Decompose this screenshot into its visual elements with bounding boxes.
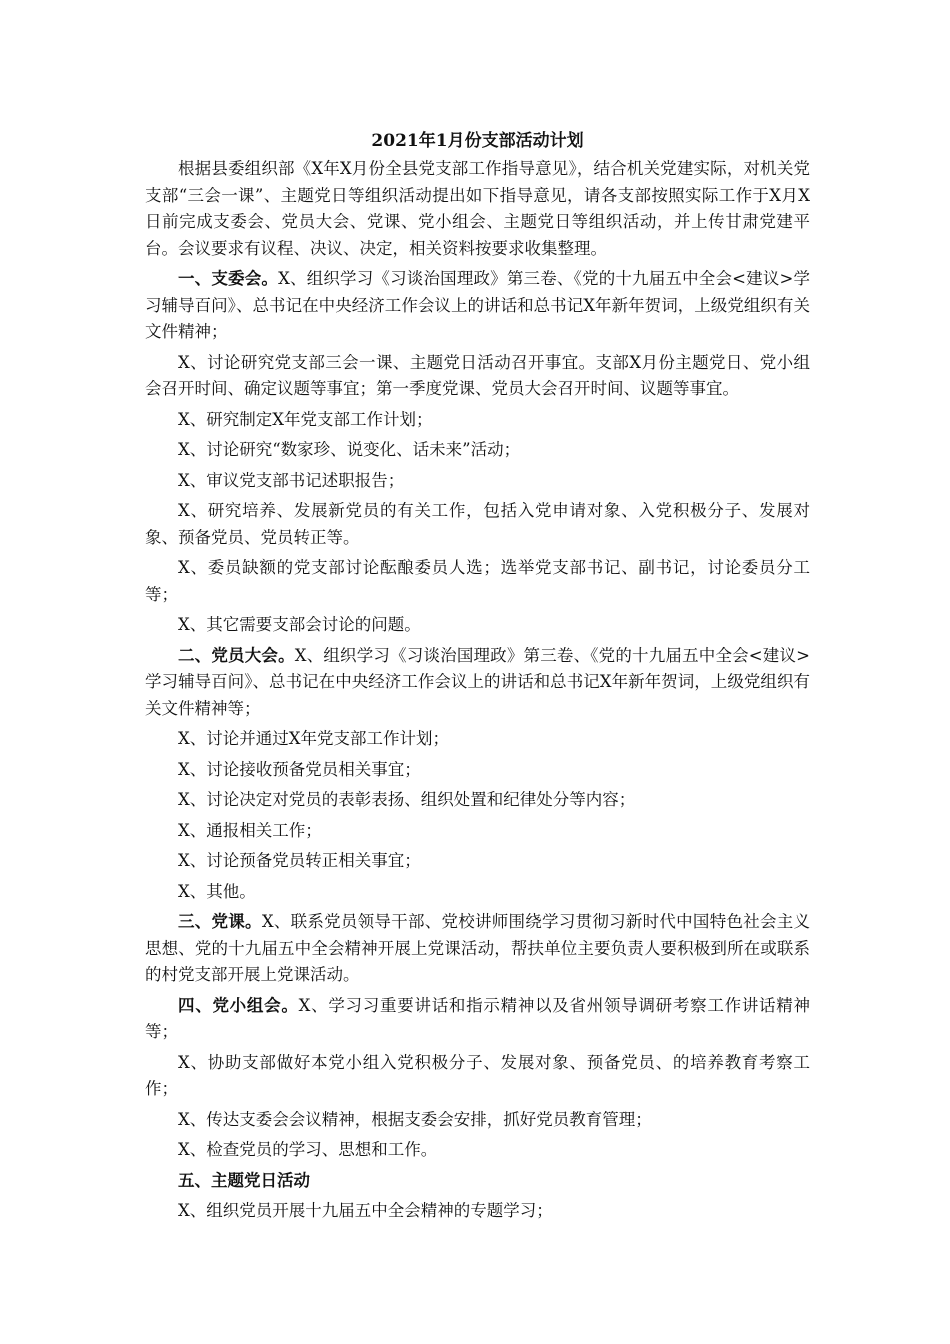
section-1-item: X、研究制定X年党支部工作计划；	[178, 409, 433, 429]
section-4-lead-paragraph	[145, 993, 810, 1046]
section-2-item: X、讨论预备党员转正相关事宜；	[178, 851, 421, 870]
section-1-lead-text: X、组织学习《习谈治国理政》第三卷、《党的十九届五中全会<建议>学习辅导百问》、总书记在中央经济工作会议上的讲话和总书记X年新年贺词，上级党组织有关文件精神；	[145, 269, 811, 341]
section-2-item: X、讨论并通过X年党支部工作计划；	[178, 729, 449, 748]
section-4-heading: 四、党小组会。	[178, 995, 299, 1015]
section-2-lead-text: X、组织学习《习谈治国理政》第三卷、《党的十九届五中全会<建议>学习辅导百问》、总书记在中央经济工作会议上的讲话和总书记X年新年贺词，上级党组织有关文件精神等；	[145, 645, 810, 718]
section-3-lead-paragraph	[145, 909, 810, 989]
section-2-item: X、其他。	[178, 881, 256, 901]
section-1-item: X、审议党支部书记述职报告；	[178, 470, 405, 490]
section-1-heading: 一、支委会。	[178, 269, 279, 288]
section-1-lead-paragraph	[145, 266, 810, 346]
section-1-item: X、委员缺额的党支部讨论酝酿委员人选；选举党支部书记、副书记，讨论委员分工等；	[145, 558, 810, 604]
section-2-heading: 二、党员大会。	[178, 645, 295, 665]
section-4-item: X、检查党员的学习、思想和工作。	[178, 1140, 438, 1159]
section-2-item: X、讨论接收预备党员相关事宜；	[178, 759, 421, 779]
section-4-item: X、协助支部做好本党小组入党积极分子、发展对象、预备党员、的培养教育考察工作；	[145, 1052, 810, 1098]
document-page	[145, 128, 810, 1229]
document-title: 2021年1月份支部活动计划	[371, 131, 584, 151]
section-5-heading-paragraph	[145, 1168, 810, 1195]
section-1-item: X、讨论研究党支部三会一课、主题党日活动召开事宜。支部X月份主题党日、党小组会召开时间、确定议题等事宜；第一季度党课、党员大会召开时间、议题等事宜。	[145, 352, 810, 398]
section-1-item: X、研究培养、发展新党员的有关工作，包括入党申请对象、入党积极分子、发展对象、预备党员、党员转正等。	[145, 501, 810, 547]
section-5-item: X、组织党员开展十九届五中全会精神的专题学习；	[178, 1201, 553, 1220]
section-3-heading: 三、党课。	[178, 912, 262, 931]
section-2-lead-paragraph	[145, 643, 810, 723]
section-4-item: X、传达支委会会议精神，根据支委会安排，抓好党员教育管理；	[178, 1109, 652, 1129]
section-4-lead-text: X、学习习重要讲话和指示精神以及省州领导调研考察工作讲话精神等；	[145, 995, 811, 1041]
section-2-item: X、讨论决定对党员的表彰表扬、组织处置和纪律处分等内容；	[178, 790, 636, 809]
section-2-item: X、通报相关工作；	[178, 820, 322, 840]
section-1-item: X、其它需要支部会讨论的问题。	[178, 615, 421, 634]
section-3-lead-text: X、联系党员领导干部、党校讲师围绕学习贯彻习新时代中国特色社会主义思想、党的十九届五中全会精神开展上党课活动，帮扶单位主要负责人要积极到所在或联系的村党支部开展上党课活动。	[145, 912, 811, 984]
intro-paragraph: 根据县委组织部《X年X月份全县党支部工作指导意见》，结合机关党建实际，对机关党支部“三会一课”、主题党日等组织活动提出如下指导意见，请各支部按照实际工作于X月X日前完成支委会、党员大会、党课、党小组会、主题党日等组织活动，并上传甘肃党建平台。会议要求有议程、决议、决定，相关资料按要求收集整理。	[145, 159, 810, 258]
section-5-heading: 五、主题党日活动	[178, 1170, 310, 1190]
section-1-item: X、讨论研究“数家珍、说变化、话未来”活动；	[178, 440, 521, 459]
